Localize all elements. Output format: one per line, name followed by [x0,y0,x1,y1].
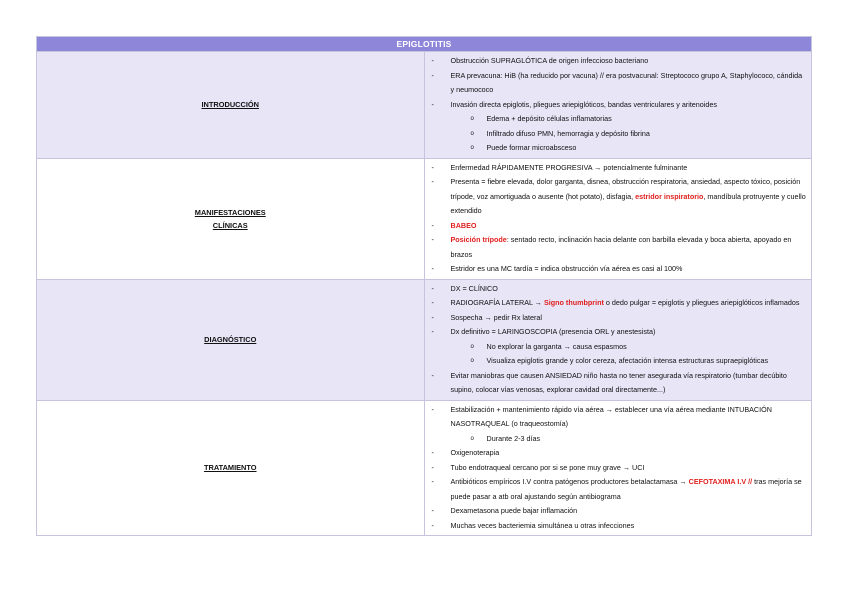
text-segment: RADIOGRAFÍA LATERAL → [450,298,544,307]
text-segment: tras mejoría se puede pasar a atb oral ajustando según antibiograma [450,477,802,501]
text-segment: Antibióticos empíricos I.V contra patógenos productores betalactamasa → [450,477,689,486]
list-item: - Tubo endotraqueal cercano por si se pone muy grave → UCI [429,461,808,476]
list-item: - Oxigenoterapia [429,446,808,461]
text-segment: : sentado recto, inclinación hacia delante con barbilla elevada y boca abierta, apoyado en brazos [450,235,792,259]
sub-list-item: o Infiltrado difuso PMN, hemorragia y depósito fibrina [429,127,808,142]
text-segment: , mandíbula protruyente y cuello extendido [450,191,806,215]
list-item: - Dx definitivo = LARINGOSCOPIA (presencia ORL y anestesista) [429,325,808,340]
content-introduccion [424,52,812,159]
sub-list-item: o Visualiza epiglotis grande y color cereza, afectación intensa estructuras supraepiglóticas [429,354,808,369]
list-item: - ERA prevacuna: HiB (ha reducido por vacuna) // era postvacunal: Streptococo grupo A, Staphylococo, cándida y neumococo [429,69,808,98]
highlight-text: estridor inspiratorio [635,191,704,201]
sub-list-item: o Puede formar microabsceso [429,141,808,156]
list-item [429,233,808,262]
list-item [429,175,808,219]
list-item: - DX = CLÍNICO [429,282,808,297]
text-segment: Presenta = fiebre elevada, dolor garganta, disnea, obstrucción respiratoria, ansiedad, aspecto tóxico, posición trípode, voz amortiguada o ausente (hot potato), disfagia, [450,177,801,201]
list-item: - Enfermedad RÁPIDAMENTE PROGRESIVA → potencialmente fulminante [429,161,808,176]
label-line-1: MANIFESTACIONES [194,207,266,217]
title-row [37,37,812,52]
row-introduccion [37,52,812,159]
list-item: - Evitar maniobras que causen ANSIEDAD niño hasta no tener asegurada vía respiratorio (tumbar decúbito supino, colocar vías venosas, explorar cavidad oral directamente...) [429,369,808,398]
row-diagnostico [37,279,812,400]
label-line-2: CLÍNICAS [212,220,248,230]
list-item: - Dexametasona puede bajar inflamación [429,504,808,519]
text-segment: o dedo pulgar = epiglotis y pliegues ariepiglóticos inflamados [603,298,800,307]
content-manifestaciones [424,158,812,279]
label-diagnostico: DIAGNÓSTICO [37,279,425,400]
sub-list-item: o Edema + depósito células inflamatorias [429,112,808,127]
list-item: - Estabilización + mantenimiento rápido vía aérea → establecer una vía aérea mediante INTUBACIÓN NASOTRAQUEAL (o traqueostomía) [429,403,808,432]
label-tratamiento: TRATAMIENTO [37,400,425,536]
sub-list-item: o No explorar la garganta → causa espasmos [429,340,808,355]
list-item: - Muchas veces bacteriemia simultánea u otras infecciones [429,519,808,534]
document-page [36,36,812,536]
sub-list-item: o Durante 2-3 días [429,432,808,447]
list-item: - Invasión directa epiglotis, pliegues ariepiglóticos, bandas ventriculares y aritenoides [429,98,808,113]
row-manifestaciones [37,158,812,279]
list-item: - Sospecha → pedir Rx lateral [429,311,808,326]
label-introduccion: INTRODUCCIÓN [37,52,425,159]
list-item: - Estridor es una MC tardía = indica obstrucción vía aérea es casi al 100% [429,262,808,277]
highlight-text: CEFOTAXIMA I.V // [688,477,753,486]
highlight-text: Posición trípode [450,235,507,244]
content-tratamiento [424,400,812,536]
row-tratamiento [37,400,812,536]
list-item: - Obstrucción SUPRAGLÓTICA de origen infeccioso bacteriano [429,54,808,69]
content-diagnostico [424,279,812,400]
highlight-text: BABEO [450,220,477,230]
epiglotitis-table [36,36,812,536]
list-item [429,296,808,311]
label-manifestaciones [37,158,425,279]
list-item [429,475,808,504]
list-item [429,219,808,234]
table-title: EPIGLOTITIS [37,37,812,52]
highlight-text: Signo thumbprint [543,298,604,307]
